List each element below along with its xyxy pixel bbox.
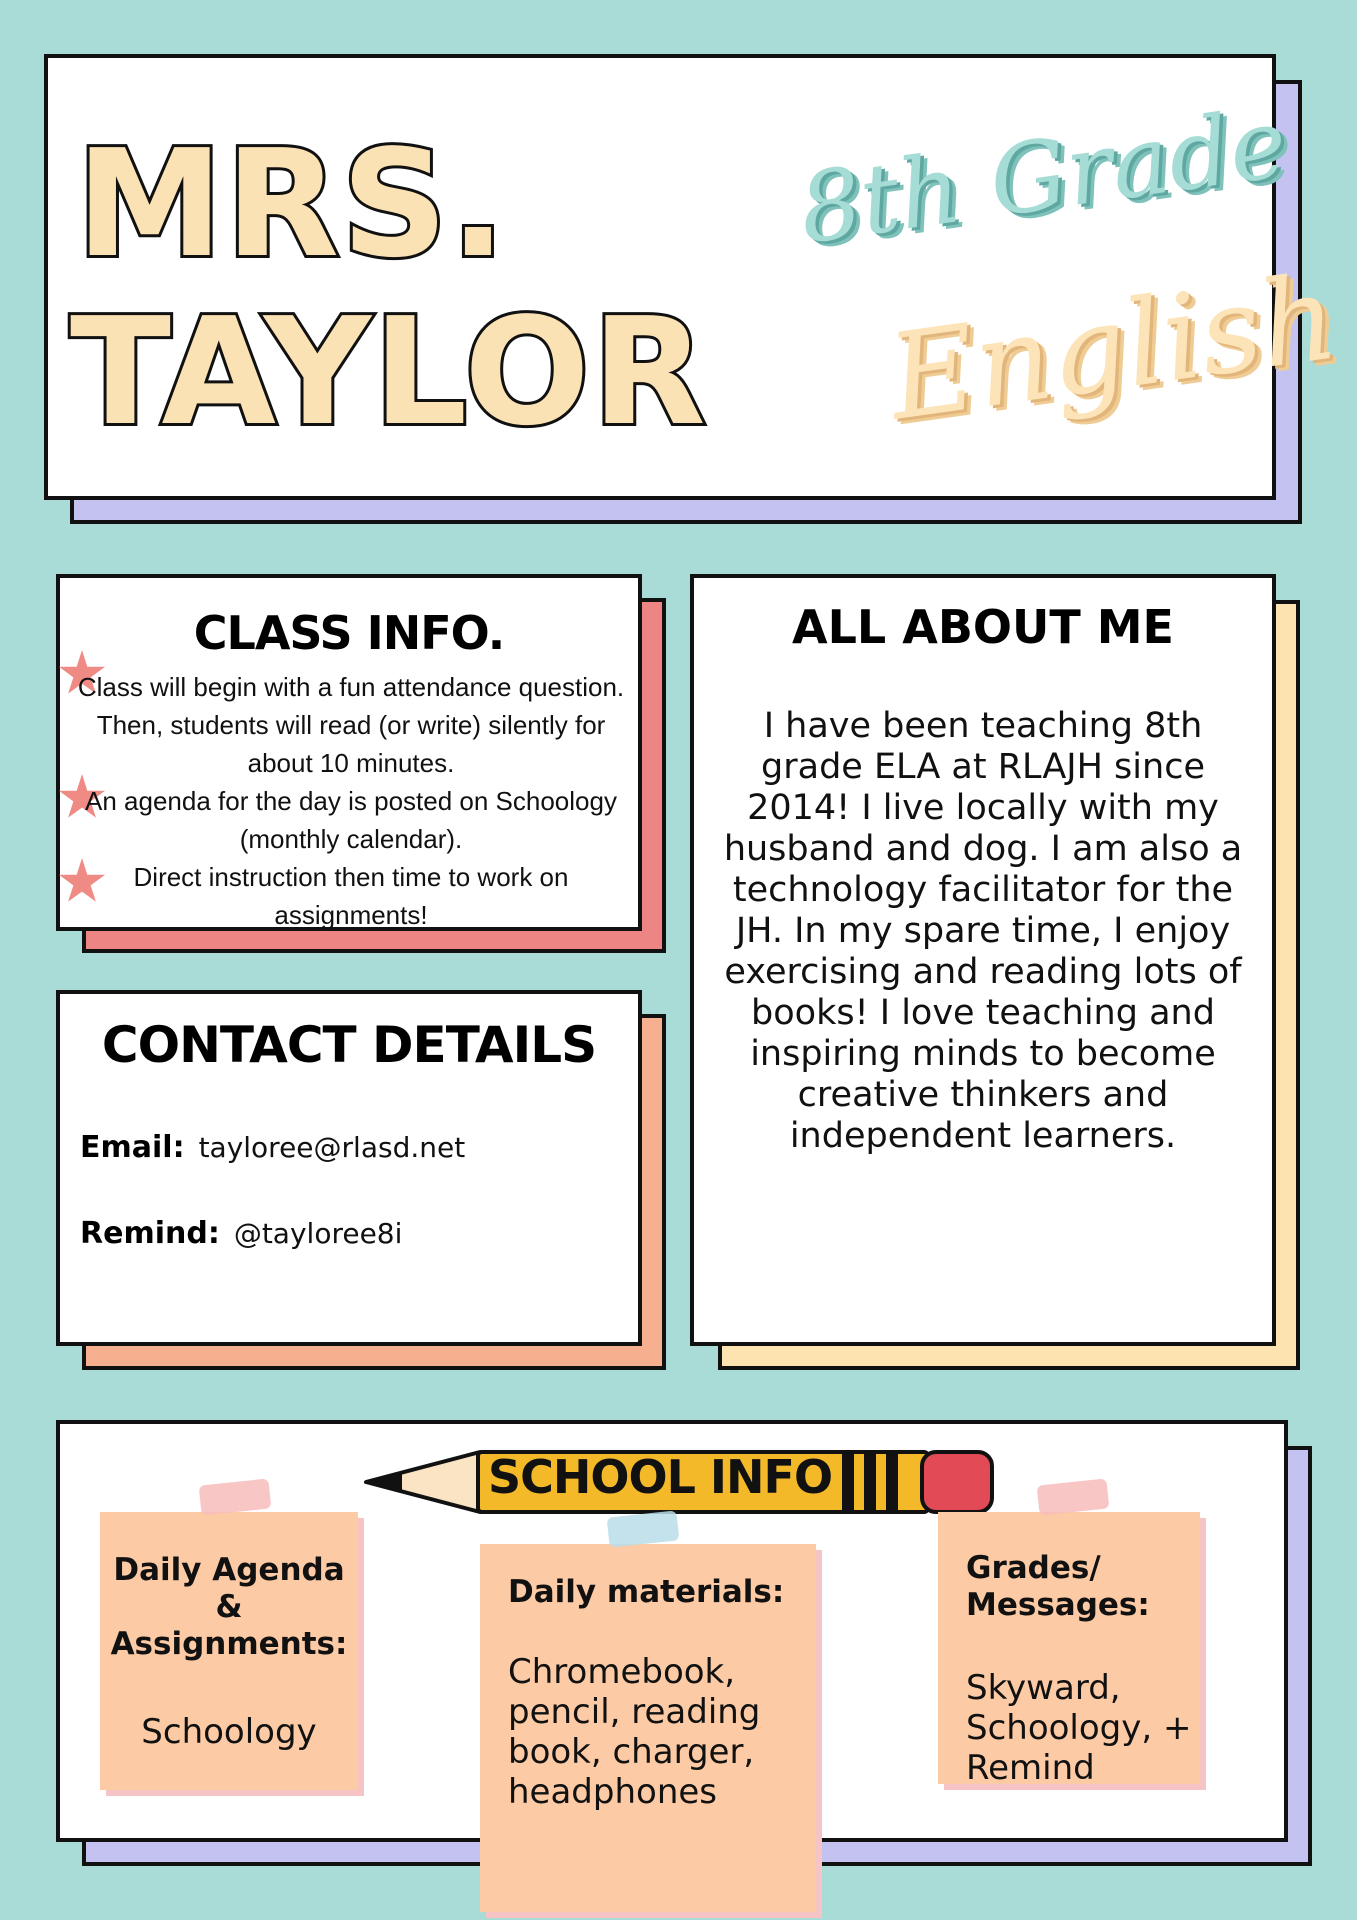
about-body: I have been teaching 8th grade ELA at RLAJH since 2014! I live locally with my husband and dog. I am also a technology facilitator for the JH. In my spare time, I enjoy exercising and reading lots of books! I love teaching and inspiring minds to become creative thinkers and independent learners.	[723, 706, 1243, 1156]
about-title: ALL ABOUT ME	[792, 600, 1174, 654]
email-row	[80, 1130, 465, 1165]
tape-decoration	[1037, 1478, 1110, 1515]
email-value[interactable]: tayloree@rlasd.net	[198, 1131, 466, 1164]
about-card	[690, 574, 1276, 1346]
contact-title: CONTACT DETAILS	[101, 1016, 597, 1074]
note-body: Schoology	[141, 1712, 317, 1752]
note-body: Skyward, Schoology, + Remind	[966, 1668, 1192, 1788]
class-info-card	[56, 574, 642, 931]
note-heading: Daily Agenda & Assignments:	[110, 1552, 348, 1662]
school-info-title: SCHOOL INFO	[488, 1450, 833, 1504]
class-info-title: CLASS INFO.	[193, 606, 505, 660]
class-info-item: Direct instruction then time to work on assignments!	[133, 862, 569, 930]
sticky-note-agenda	[100, 1512, 358, 1790]
email-label: Email:	[80, 1130, 185, 1165]
teacher-name-line2: TAYLOR	[70, 286, 708, 458]
header-card	[44, 54, 1346, 500]
class-info-item: Class will begin with a fun attendance question. Then, students will read (or write) silently for about 10 minutes.	[77, 672, 625, 778]
remind-row	[80, 1216, 402, 1251]
teacher-name-line1: MRS.	[76, 118, 509, 290]
tape-decoration	[607, 1510, 680, 1547]
subject-script-title: English	[880, 247, 1346, 447]
remind-value[interactable]: @tayloree8i	[233, 1217, 403, 1250]
class-info-item: An agenda for the day is posted on Schoology (monthly calendar).	[85, 786, 617, 854]
note-heading: Grades/ Messages:	[966, 1550, 1150, 1623]
remind-label: Remind:	[80, 1216, 220, 1251]
tape-decoration	[199, 1478, 272, 1515]
contact-card	[56, 990, 642, 1346]
grade-script-title: 8th Grade	[792, 86, 1294, 266]
sticky-note-materials	[480, 1544, 816, 1912]
sticky-note-grades	[938, 1512, 1200, 1788]
school-info-card	[56, 1420, 1288, 1842]
note-heading: Daily materials:	[508, 1574, 785, 1610]
note-body: Chromebook, pencil, reading book, charger, headphones	[508, 1652, 761, 1812]
